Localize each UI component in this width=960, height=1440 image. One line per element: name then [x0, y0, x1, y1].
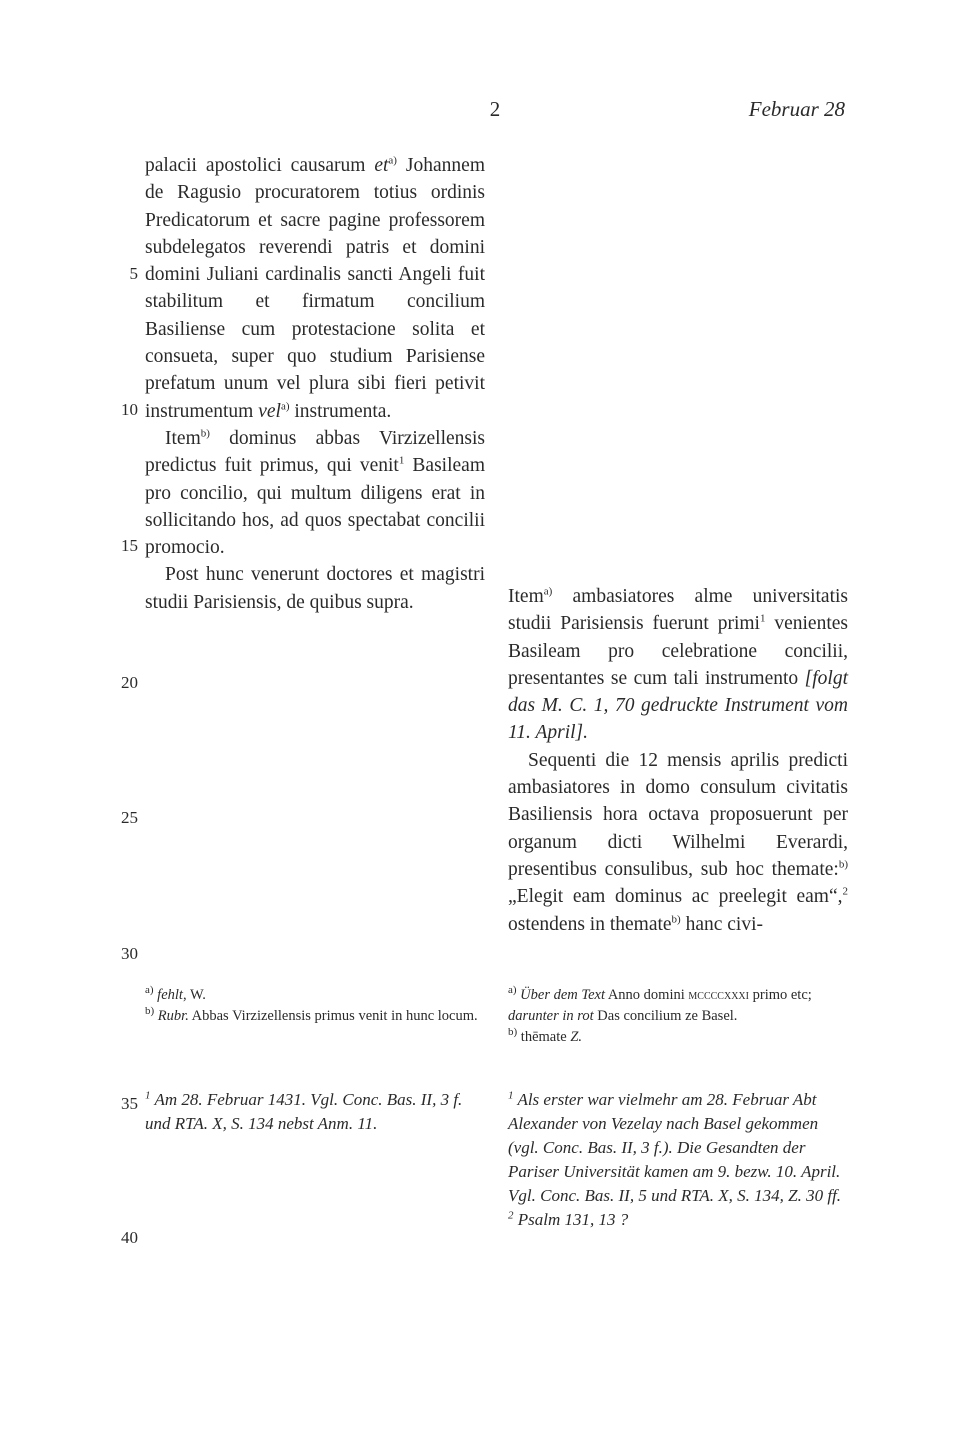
- left-paragraph-1: palacii apostolici causarum $et^{a)}$ Johannem de Ragusio procuratorem totius ordinis Predicatorum et sacre pagine professorem subdelegatos reverendi patris et domini domini Juliani cardinalis sancti Angeli fuit stabilitum et firmatum concilium Basiliense cum protestacione solita et consueta, super quo studium Parisiense prefatum unum vel plura sibi fieri petivit instrumentum vel$^{a)}$ instrumenta.: [145, 154, 485, 422]
- line-number: 5: [129, 264, 138, 283]
- line-number: 10: [121, 400, 138, 419]
- line-number: 35: [121, 1094, 138, 1113]
- footnote-2-right: $^2$ Psalm 131, 13 ?: [508, 1209, 629, 1229]
- footnote-1-right: $^1$ Als erster war vielmehr am 28. Februar Abt Alexander von Vezelay nach Basel gekommen (vgl. Conc. Bas. II, 3 f.). Die Gesandten der Pariser Universität kamen am 9. bezw. 10. April. Vgl. Conc. Bas. II, 5 und RTA. X, S. 134, Z. 30 ff.: [508, 1089, 842, 1205]
- left-paragraph-2: Item$^{b)}$ dominus abbas Virzizellensis predictus fuit primus, qui venit$^1$ Basileam pro concilio, qui multum diligens erat in sollicitando hos, ad quos spectabat concilii promocio.: [145, 427, 485, 559]
- line-number: 30: [121, 944, 138, 963]
- critical-note-right: [508, 985, 853, 1048]
- left-paragraph-3: Post hunc venerunt doctores et magistri studii Parisiensis, de quibus supra.: [145, 564, 485, 613]
- right-paragraph-1: Item$^{a)}$ ambasiatores alme universitatis studii Parisiensis fuerunt primi$^1$ venientes Basileam pro celebratione concilii, presentantes se cum tali instrumento [folgt das M. C. 1, 70 gedruckte Instrument vom 11. April].: [508, 585, 848, 744]
- note-a-left: $^{a)}$ fehlt, W.: [145, 984, 206, 1003]
- note-b-right: $^{b)}$ thēmate Z.: [508, 1026, 583, 1045]
- note-a-right: $^{a)}$ Über dem Text Anno domini mccccxxxi primo etc; darunter in rot Das concilium ze Basel.: [508, 984, 812, 1024]
- footnotes-right: [508, 1088, 853, 1232]
- page-number: 2: [489, 97, 501, 121]
- running-head-date: Februar 28: [748, 97, 845, 121]
- line-number: 20: [121, 673, 138, 692]
- critical-note-left: [145, 985, 495, 1027]
- right-column: [508, 583, 848, 938]
- note-b-left: $^{b)}$ Rubr. Abbas Virzizellensis primus venit in hunc locum.: [145, 1005, 478, 1024]
- footnote-left: $^1$ Am 28. Februar 1431. Vgl. Conc. Bas. II, 3 f. und RTA. X, S. 134 nebst Anm. 11.: [145, 1089, 463, 1133]
- line-number: 25: [121, 808, 138, 827]
- line-number: 15: [121, 536, 138, 555]
- right-paragraph-2: Sequenti die 12 mensis aprilis predicti ambasiatores in domo consulum civitatis Basiliensis hora octava proposuerunt per organum dicti Wilhelmi Everardi, presentibus consulibus, sub hoc themate:$^{b)}$ „Elegit eam dominus ac preelegit eam“,$^2$ ostendens in themate$^{b)}$ hanc civi-: [508, 749, 848, 935]
- line-number: 40: [121, 1228, 138, 1247]
- left-column: [145, 152, 485, 616]
